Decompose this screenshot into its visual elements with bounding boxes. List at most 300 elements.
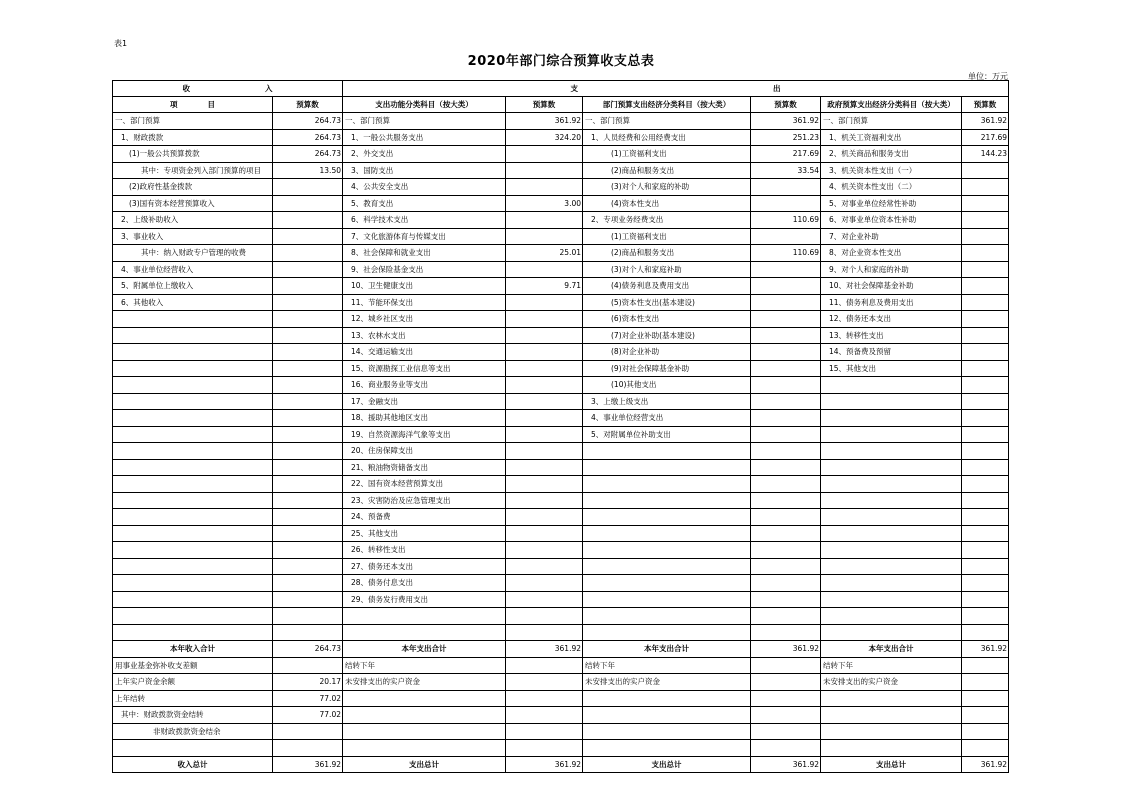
gov-econ-budget [962,344,1009,361]
table-row [113,327,1009,344]
of-fiscal-label: 其中：财政拨款资金结转 [113,707,273,724]
gov-econ-item: 6、对事业单位资本性补助 [821,212,962,229]
income-item: 一、部门预算 [113,113,273,130]
func-item: 18、援助其他地区支出 [343,410,506,427]
empty-cell [751,690,821,707]
expense-total-label: 支出总计 [583,756,751,773]
income-item: 3、事业收入 [113,228,273,245]
dept-econ-budget [751,558,821,575]
income-budget [273,261,343,278]
empty-cell [506,690,583,707]
unit-label: 单位：万元 [968,72,1008,81]
empty-cell [273,723,343,740]
func-budget [506,591,583,608]
gov-econ-item: 3、机关资本性支出（一） [821,162,962,179]
empty-cell [583,690,751,707]
income-item [113,624,273,641]
func-item: 3、国防支出 [343,162,506,179]
empty-cell [962,707,1009,724]
dept-econ-item [583,492,751,509]
table-row [113,525,1009,542]
table-row [113,294,1009,311]
dept-econ-item: (2)商品和服务支出 [583,162,751,179]
func-item: 26、转移性支出 [343,542,506,559]
dept-econ-item: (6)资本性支出 [583,311,751,328]
func-item: 7、文化旅游体育与传媒支出 [343,228,506,245]
gov-econ-budget [962,575,1009,592]
income-budget [273,377,343,394]
income-item [113,525,273,542]
dept-econ-budget [751,525,821,542]
income-total-label: 收入总计 [113,756,273,773]
of-fiscal-value: 77.02 [273,707,343,724]
gov-econ-item [821,608,962,625]
table-row [113,591,1009,608]
gov-econ-budget [962,278,1009,295]
dept-econ-budget [751,179,821,196]
income-budget [273,410,343,427]
gov-econ-item: 8、对企业资本性支出 [821,245,962,262]
gov-econ-budget [962,459,1009,476]
unallocated-label: 未安排支出的实户资金 [343,674,506,691]
dept-econ-budget [751,591,821,608]
gov-econ-item [821,624,962,641]
income-item: 其中：专项资金列入部门预算的项目 [113,162,273,179]
empty-cell [962,723,1009,740]
income-item: 4、事业单位经营收入 [113,261,273,278]
gov-econ-budget [962,179,1009,196]
income-item [113,360,273,377]
year-expense-value: 361.92 [751,641,821,658]
func-item: 19、自然资源海洋气象等支出 [343,426,506,443]
func-budget [506,311,583,328]
dept-econ-item [583,525,751,542]
func-budget: 324.20 [506,129,583,146]
dept-econ-budget [751,459,821,476]
dept-econ-item [583,591,751,608]
income-header: 收 入 [113,81,343,97]
gov-econ-budget [962,311,1009,328]
gov-econ-budget [962,492,1009,509]
dept-econ-item: (1)工资福利支出 [583,146,751,163]
dept-econ-item [583,542,751,559]
func-budget [506,426,583,443]
col-budget-header: 预算数 [962,97,1009,113]
gov-econ-item: 7、对企业补助 [821,228,962,245]
dept-econ-item: (4)债务利息及费用支出 [583,278,751,295]
dept-econ-budget [751,542,821,559]
func-budget [506,410,583,427]
table-row [113,476,1009,493]
gov-econ-budget [962,327,1009,344]
table-row [113,492,1009,509]
gov-econ-item: 4、机关资本性支出（二） [821,179,962,196]
empty-cell [821,707,962,724]
dept-econ-item [583,575,751,592]
func-item: 15、资源勘探工业信息等支出 [343,360,506,377]
income-budget [273,245,343,262]
table-row [113,129,1009,146]
table-row [113,311,1009,328]
dept-econ-budget [751,195,821,212]
func-item: 27、债务还本支出 [343,558,506,575]
func-budget [506,393,583,410]
empty-cell [343,690,506,707]
empty-cell [751,740,821,757]
gov-econ-budget [962,294,1009,311]
gov-econ-item [821,426,962,443]
func-budget [506,228,583,245]
income-item [113,426,273,443]
income-budget [273,443,343,460]
gov-econ-item: 12、债务还本支出 [821,311,962,328]
income-item [113,608,273,625]
dept-econ-item: (8)对企业补助 [583,344,751,361]
dept-econ-budget: 361.92 [751,113,821,130]
func-item: 4、公共安全支出 [343,179,506,196]
gov-econ-budget [962,377,1009,394]
income-item [113,542,273,559]
dept-econ-budget: 110.69 [751,245,821,262]
income-budget [273,344,343,361]
gov-econ-budget: 144.23 [962,146,1009,163]
empty-cell [506,707,583,724]
empty-cell [506,674,583,691]
dept-econ-budget [751,492,821,509]
gov-econ-budget [962,608,1009,625]
col-dept-econ-header: 部门预算支出经济分类科目（按大类） [583,97,751,113]
func-item: 20、住房保障支出 [343,443,506,460]
income-budget [273,278,343,295]
func-budget [506,608,583,625]
income-item [113,443,273,460]
empty-cell [751,723,821,740]
income-budget [273,212,343,229]
gov-econ-budget [962,360,1009,377]
unallocated-label: 未安排支出的实户资金 [821,674,962,691]
year-income-value: 264.73 [273,641,343,658]
dept-econ-item: (4)资本性支出 [583,195,751,212]
dept-econ-budget: 33.54 [751,162,821,179]
empty-cell [343,707,506,724]
func-item: 13、农林水支出 [343,327,506,344]
gov-econ-budget [962,509,1009,526]
dept-econ-item: (3)对个人和家庭补助 [583,261,751,278]
func-budget [506,377,583,394]
dept-econ-item: (9)对社会保障基金补助 [583,360,751,377]
dept-econ-budget [751,278,821,295]
page-title: 2020年部门综合预算收支总表 [467,54,655,69]
gov-econ-item: 14、预备费及预留 [821,344,962,361]
empty-cell [821,690,962,707]
table-row [113,542,1009,559]
gov-econ-item [821,459,962,476]
income-item: 其中：纳入财政专户管理的收费 [113,245,273,262]
income-budget [273,525,343,542]
empty-cell [506,740,583,757]
table-row [113,509,1009,526]
gov-econ-item [821,558,962,575]
gov-econ-budget [962,228,1009,245]
gov-econ-item: 15、其他支出 [821,360,962,377]
dept-econ-budget [751,443,821,460]
year-expense-value: 361.92 [506,641,583,658]
income-budget [273,327,343,344]
gov-econ-item [821,476,962,493]
budget-summary-table [112,80,1009,773]
carry-down-label: 结转下年 [583,657,751,674]
gov-econ-item: 5、对事业单位经常性补助 [821,195,962,212]
table-row [113,146,1009,163]
income-item [113,327,273,344]
gov-econ-item [821,509,962,526]
dept-econ-item: 4、事业单位经营支出 [583,410,751,427]
gov-econ-budget [962,393,1009,410]
dept-econ-budget [751,608,821,625]
dept-econ-budget: 217.69 [751,146,821,163]
dept-econ-item: 一、部门预算 [583,113,751,130]
income-budget [273,476,343,493]
income-total-value: 361.92 [273,756,343,773]
func-budget [506,443,583,460]
income-budget [273,426,343,443]
year-expense-label: 本年支出合计 [821,641,962,658]
income-budget [273,459,343,476]
func-budget: 9.71 [506,278,583,295]
dept-econ-budget [751,360,821,377]
gov-econ-budget [962,261,1009,278]
func-budget: 25.01 [506,245,583,262]
income-budget [273,294,343,311]
prev-balance-label: 上年实户资金余额 [113,674,273,691]
income-item [113,459,273,476]
func-item: 9、社会保险基金支出 [343,261,506,278]
empty-cell [751,674,821,691]
dept-econ-item: (10)其他支出 [583,377,751,394]
empty-cell [506,723,583,740]
gov-econ-item [821,591,962,608]
income-budget: 264.73 [273,113,343,130]
dept-econ-item [583,443,751,460]
dept-econ-item: 2、专项业务经费支出 [583,212,751,229]
income-budget: 264.73 [273,129,343,146]
func-budget [506,558,583,575]
empty-cell [343,740,506,757]
table-row [113,179,1009,196]
dept-econ-budget [751,228,821,245]
income-item: 1、财政拨款 [113,129,273,146]
dept-econ-item: (1)工资福利支出 [583,228,751,245]
expense-total-value: 361.92 [962,756,1009,773]
func-item: 2、外交支出 [343,146,506,163]
empty-cell [583,723,751,740]
empty-cell [583,740,751,757]
income-item [113,591,273,608]
table-row [113,410,1009,427]
table-row [113,261,1009,278]
income-budget [273,542,343,559]
fund-gap-value [273,657,343,674]
col-budget-header: 预算数 [273,97,343,113]
table-row [113,575,1009,592]
dept-econ-item [583,509,751,526]
func-budget [506,509,583,526]
gov-econ-item: 11、债务利息及费用支出 [821,294,962,311]
func-budget [506,179,583,196]
income-budget [273,195,343,212]
table-row [113,162,1009,179]
prev-balance-value: 20.17 [273,674,343,691]
empty-cell [751,707,821,724]
func-budget [506,327,583,344]
func-item: 25、其他支出 [343,525,506,542]
income-item [113,377,273,394]
empty-cell [962,740,1009,757]
income-budget [273,591,343,608]
income-item [113,393,273,410]
table-row [113,360,1009,377]
dept-econ-item: 1、人员经费和公用经费支出 [583,129,751,146]
expense-total-label: 支出总计 [821,756,962,773]
dept-econ-budget [751,327,821,344]
income-budget [273,558,343,575]
dept-econ-item: (7)对企业补助(基本建设) [583,327,751,344]
year-expense-value: 361.92 [962,641,1009,658]
gov-econ-item: 10、对社会保障基金补助 [821,278,962,295]
year-income-label: 本年收入合计 [113,641,273,658]
func-budget [506,476,583,493]
func-budget [506,624,583,641]
func-budget [506,525,583,542]
dept-econ-budget: 110.69 [751,212,821,229]
gov-econ-budget [962,245,1009,262]
table-row [113,393,1009,410]
income-budget [273,492,343,509]
income-item: 5、附属单位上缴收入 [113,278,273,295]
expense-total-value: 361.92 [751,756,821,773]
empty-cell [962,657,1009,674]
col-budget-header: 预算数 [751,97,821,113]
func-budget: 3.00 [506,195,583,212]
func-item [343,624,506,641]
gov-econ-item [821,525,962,542]
income-budget [273,509,343,526]
func-item: 29、债务发行费用支出 [343,591,506,608]
table-row [113,558,1009,575]
income-item [113,410,273,427]
gov-econ-budget: 361.92 [962,113,1009,130]
gov-econ-budget [962,476,1009,493]
income-item: (2)政府性基金拨款 [113,179,273,196]
income-budget: 264.73 [273,146,343,163]
func-budget [506,146,583,163]
table-row [113,228,1009,245]
gov-econ-item: 13、转移性支出 [821,327,962,344]
dept-econ-item: (2)商品和服务支出 [583,245,751,262]
func-item: 23、灾害防治及应急管理支出 [343,492,506,509]
prev-carry-label: 上年结转 [113,690,273,707]
func-item: 1、一般公共服务支出 [343,129,506,146]
func-item: 22、国有资本经营预算支出 [343,476,506,493]
year-expense-label: 本年支出合计 [343,641,506,658]
year-expense-label: 本年支出合计 [583,641,751,658]
table-label: 表1 [114,39,128,48]
table-row [113,344,1009,361]
income-item [113,311,273,328]
gov-econ-budget [962,591,1009,608]
dept-econ-item [583,476,751,493]
func-budget [506,344,583,361]
income-item [113,476,273,493]
dept-econ-budget: 251.23 [751,129,821,146]
income-budget [273,608,343,625]
func-budget [506,459,583,476]
dept-econ-budget [751,575,821,592]
func-budget [506,360,583,377]
func-budget [506,492,583,509]
func-item: 8、社会保障和就业支出 [343,245,506,262]
func-item: 6、科学技术支出 [343,212,506,229]
gov-econ-budget [962,525,1009,542]
gov-econ-item [821,377,962,394]
table-row [113,212,1009,229]
dept-econ-item [583,459,751,476]
func-item: 16、商业服务业等支出 [343,377,506,394]
dept-econ-budget [751,476,821,493]
income-budget [273,228,343,245]
income-budget: 13.50 [273,162,343,179]
income-item [113,509,273,526]
gov-econ-budget [962,212,1009,229]
expense-total-value: 361.92 [506,756,583,773]
gov-econ-budget [962,443,1009,460]
func-item: 14、交通运输支出 [343,344,506,361]
gov-econ-item [821,542,962,559]
income-item [113,492,273,509]
non-fiscal-label: 非财政拨款资金结余 [113,723,273,740]
col-item-header: 项 目 [113,97,273,113]
col-gov-econ-header: 政府预算支出经济分类科目（按大类） [821,97,962,113]
gov-econ-budget: 217.69 [962,129,1009,146]
table-row [113,608,1009,625]
prev-carry-value: 77.02 [273,690,343,707]
dept-econ-budget [751,410,821,427]
table-row [113,377,1009,394]
gov-econ-budget [962,162,1009,179]
gov-econ-item [821,393,962,410]
income-budget [273,575,343,592]
empty-cell [343,723,506,740]
empty-cell [962,674,1009,691]
gov-econ-item: 2、机关商品和服务支出 [821,146,962,163]
func-item: 28、债务付息支出 [343,575,506,592]
expense-header: 支 出 [343,81,1009,97]
income-item: 2、上级补助收入 [113,212,273,229]
dept-econ-item [583,558,751,575]
dept-econ-item [583,624,751,641]
empty-cell [821,740,962,757]
gov-econ-budget [962,624,1009,641]
gov-econ-item: 1、机关工资福利支出 [821,129,962,146]
func-budget [506,575,583,592]
func-item: 一、部门预算 [343,113,506,130]
func-budget [506,294,583,311]
dept-econ-item: (5)资本性支出(基本建设) [583,294,751,311]
dept-econ-item: (3)对个人和家庭的补助 [583,179,751,196]
func-budget [506,542,583,559]
func-item: 5、教育支出 [343,195,506,212]
func-item: 24、预备费 [343,509,506,526]
